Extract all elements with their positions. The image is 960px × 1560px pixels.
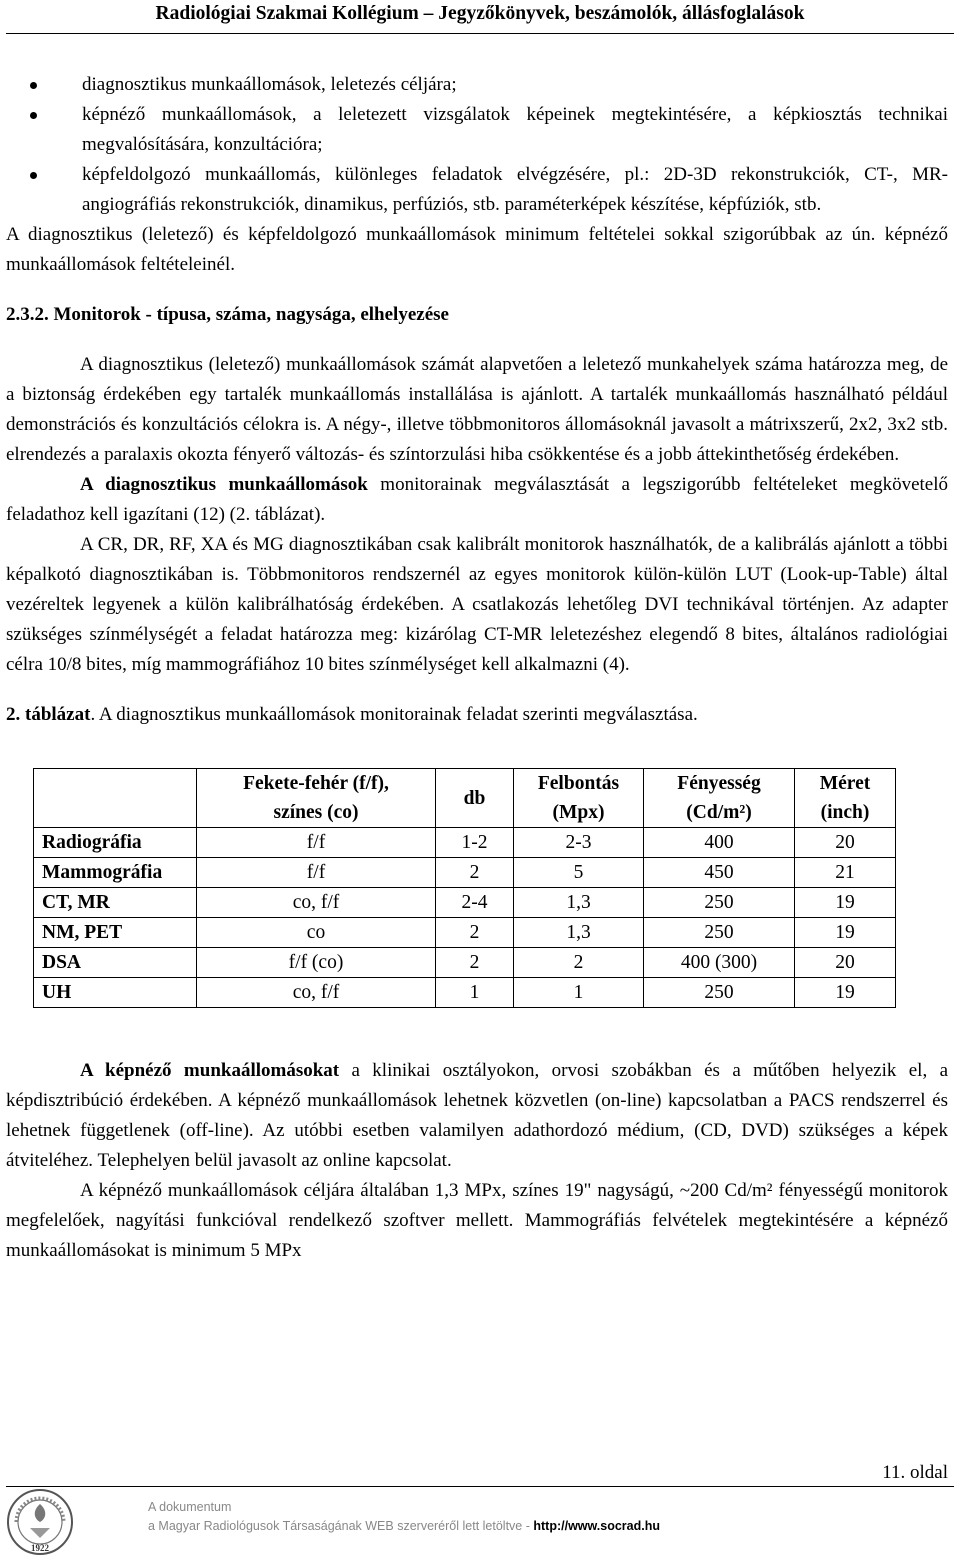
footer-url-link[interactable]: http://www.socrad.hu	[533, 1519, 660, 1533]
list-item: képnéző munkaállomások, a leletezett vizsgálatok képeinek megtekintésére, a képkiosztás technikai megvalósítására, konzultációra;	[6, 100, 948, 160]
table-cell: 2	[436, 858, 514, 888]
table-row-label: Mammográfia	[34, 858, 197, 888]
table-cell: 1-2	[436, 828, 514, 858]
list-item: képfeldolgozó munkaállomás, különleges feladatok elvégzésére, pl.: 2D-3D rekonstrukciók, CT-, MR-angiográfiás rekonstrukciók, dinamikus, perfúziós, stb. paraméterképek készítése, képfúziók, stb.	[6, 160, 948, 220]
table-row-label: UH	[34, 978, 197, 1008]
table-cell: 19	[795, 918, 896, 948]
table-cell: 2-4	[436, 888, 514, 918]
list-item: diagnosztikus munkaállomások, leletezés céljára;	[6, 70, 948, 100]
table-cell: 2	[514, 948, 644, 978]
intro-paragraph: A diagnosztikus (leletező) és képfeldolgozó munkaállomások minimum feltételei sokkal szigorúbbak az ún. képnéző munkaállomások feltételeinél.	[6, 224, 948, 275]
table-cell: 400	[644, 828, 795, 858]
table-cell: 20	[795, 948, 896, 978]
section-heading: 2.3.2. Monitorok - típusa, száma, nagysága, elhelyezése	[6, 304, 449, 325]
monitor-requirements-table	[33, 768, 896, 1008]
workstation-type-list	[6, 70, 948, 220]
table-row	[34, 978, 896, 1008]
table-header-cell	[34, 769, 197, 828]
calibration-paragraph: A CR, DR, RF, XA és MG diagnosztikában csak kalibrált monitorok használhatók, de a kalibrálás ajánlott a többi képalkotó diagnosztikában is. Többmonitoros rendszernél az egyes monitorok külön-külön LUT (Look-up-Table) által vezéreltek legyenek a külön kalibrálhatóság érdekében. A csatlakozás lehetőleg DVI technikával történjen. Az adapter szükséges színmélységét a feladat határozza meg: kizárólag CT-MR leletezéshez elegendő 8 bites, általános radiológiai célra 10/8 bites, míg mammográfiához 10 bites színmélységet kell alkalmazni (4).	[6, 534, 948, 675]
table-header-row	[34, 769, 896, 828]
society-seal-icon	[6, 1488, 74, 1556]
table-cell: 400 (300)	[644, 948, 795, 978]
header-divider	[6, 33, 954, 34]
table-cell: 21	[795, 858, 896, 888]
table-row-label: CT, MR	[34, 888, 197, 918]
table-header-cell: Fényesség (Cd/m²)	[644, 769, 795, 828]
table-cell: 1,3	[514, 888, 644, 918]
viewer-workstations-paragraph: A képnéző munkaállomásokat a klinikai osztályokon, orvosi szobákban és a műtőben helyezik el, a képdisztribúció érdekében. A képnéző munkaállomások lehetnek közvetlen (on-line) kapcsolatban a PACS rendszerrel és lehetnek függetlenek (off-line). Az utóbbi esetben valamilyen adathordozó médium, (CD, DVD) szükséges a képek átviteléhez. Telephelyen belül javasolt az online kapcsolat.	[6, 1060, 948, 1171]
footer-line-2: a Magyar Radiológusok Társaságának WEB szerveréről lett letöltve - http://www.socrad.hu	[148, 1519, 660, 1533]
table-cell: 2	[436, 918, 514, 948]
table-cell: 250	[644, 918, 795, 948]
table-cell: co	[197, 918, 436, 948]
bullet-icon	[30, 82, 37, 89]
table-row	[34, 858, 896, 888]
table-header-cell: db	[436, 769, 514, 828]
table-cell: 2-3	[514, 828, 644, 858]
table-header-cell: Felbontás (Mpx)	[514, 769, 644, 828]
table-header-cell: Méret (inch)	[795, 769, 896, 828]
monitor-count-paragraph: A diagnosztikus (leletező) munkaállomások számát alapvetően a leletező munkahelyek száma határozza meg, de a biztonság érdekében egy tartalék munkaállomás installálása is ajánlott. A tartalék munkaállomás használható például demonstrációs és konzultációs célokra is. A négy-, illetve többmonitoros állomásoknál javasolt a mátrixszerű, 2x2, 3x2 stb. elrendezés a paralaxis okozta fényerő változás- és színtorzulási hiba csökkentése és a jobb áttekinthetőség érdekében.	[6, 354, 948, 465]
viewer-monitor-paragraph: A képnéző munkaállomások céljára általában 1,3 MPx, színes 19" nagyságú, ~200 Cd/m² fényességű monitorok megfelelőek, nagyítási funkcióval rendelkező szoftver mellett. Mammográfiás felvételek megtekintésére a képnéző munkaállomásokat is minimum 5 MPx	[6, 1180, 948, 1261]
table-cell: 2	[436, 948, 514, 978]
table-cell: 1,3	[514, 918, 644, 948]
table-header-cell: Fekete-fehér (f/f), színes (co)	[197, 769, 436, 828]
table-caption: 2. táblázat. A diagnosztikus munkaállomások monitorainak feladat szerinti megválasztása.	[6, 704, 698, 725]
bullet-icon	[30, 172, 37, 179]
seal-year: 1922	[31, 1543, 49, 1553]
download-footer	[148, 1498, 660, 1536]
table-row-label: Radiográfia	[34, 828, 197, 858]
bullet-icon	[30, 112, 37, 119]
table-row	[34, 918, 896, 948]
table-cell: 19	[795, 888, 896, 918]
table-row	[34, 948, 896, 978]
monitor-selection-paragraph: A diagnosztikus munkaállomások monitorainak megválasztását a legszigorúbb feltételeket megkövetelő feladathoz kell igazítani (12) (2. táblázat).	[6, 474, 948, 525]
page-number: 11. oldal	[882, 1462, 948, 1483]
table-cell: f/f	[197, 828, 436, 858]
footer-divider	[6, 1486, 954, 1487]
table-cell: 250	[644, 888, 795, 918]
table-row	[34, 828, 896, 858]
table-cell: 5	[514, 858, 644, 888]
page-header-title: Radiológiai Szakmai Kollégium – Jegyzőkönyvek, beszámolók, állásfoglalások	[155, 3, 805, 24]
table-row-label: DSA	[34, 948, 197, 978]
table-cell: co, f/f	[197, 978, 436, 1008]
footer-line-1: A dokumentum	[148, 1500, 232, 1514]
table-cell: 20	[795, 828, 896, 858]
table-cell: f/f	[197, 858, 436, 888]
table-cell: 1	[436, 978, 514, 1008]
table-row-label: NM, PET	[34, 918, 197, 948]
table-cell: 1	[514, 978, 644, 1008]
table-cell: 19	[795, 978, 896, 1008]
table-row	[34, 888, 896, 918]
table-cell: 450	[644, 858, 795, 888]
table-cell: co, f/f	[197, 888, 436, 918]
document-body	[6, 70, 948, 1266]
table-cell: 250	[644, 978, 795, 1008]
table-cell: f/f (co)	[197, 948, 436, 978]
